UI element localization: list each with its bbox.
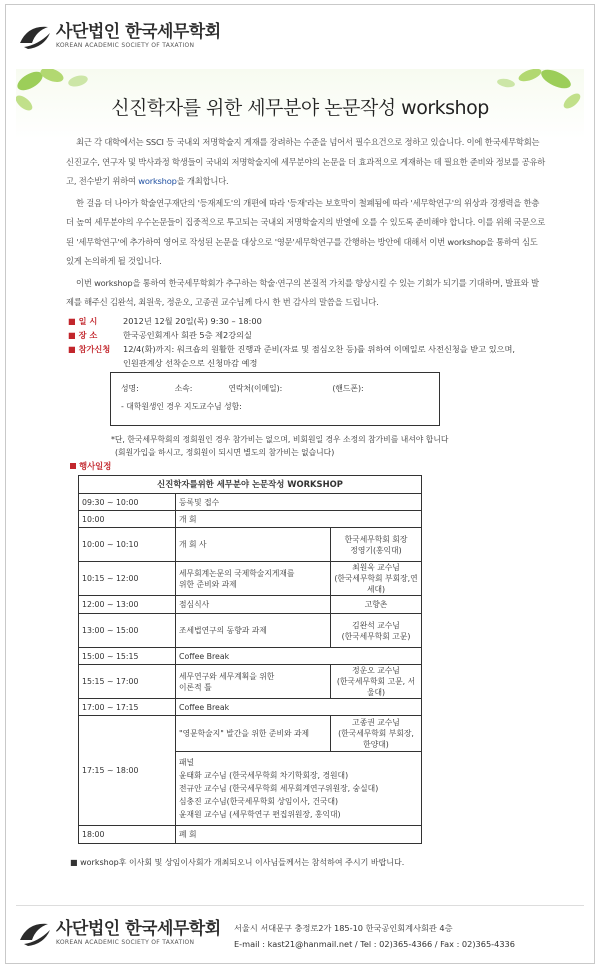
row-speaker: 고종권 교수님 (한국세무학회 부회장, 한양대) [331,716,422,752]
table-row [79,511,422,528]
page-title: 신진학자를 위한 세무분야 논문작성 workshop [111,97,489,119]
table-row [79,494,422,511]
row-time: 18:00 [79,826,176,844]
row-time: 12:00 ~ 13:00 [79,596,176,614]
row-time: 13:00 ~ 15:00 [79,614,176,648]
row-content: 개 회 사 [176,528,331,562]
intro-paragraph: 이번 workshop을 통하여 한국세무학회가 추구하는 학술·연구의 본질적 가치를 향상시킬 수 있는 기회가 되기를 기대하며, 발표와 발제를 해주신 김완석, 최원욱, 정운오, 고종권 교수님께 다시 한 번 감사의 말씀을 드립니다. [66,277,539,307]
footer-email-phone: E-mail : kast21@hanmail.net / Tel : 02)365-4366 / Fax : 02)365-4336 [234,939,515,949]
event-info [68,314,548,370]
table-row [79,614,422,648]
event-place: 한국공인회계사 회관 5층 제2강의실 [123,330,252,340]
row-time: 09:30 ~ 10:00 [79,494,176,511]
footer-contact [234,920,515,952]
table-row [79,562,422,596]
society-emblem-icon [18,918,52,948]
registration-form-box [110,372,440,426]
date-label: ■ 일 시 [68,316,98,326]
row-content: Coffee Break [176,648,422,665]
table-row [79,665,422,699]
intro-paragraph: 한 걸음 더 나아가 학술연구재단의 '등재제도'의 개편에 따라 '등재'라는 보호막이 철폐됨에 따라 '세무학연구'의 위상과 경쟁력을 한층 더 높여 세무분야의 우수논문들이 집중적으로 투고되는 국내외 저명학술지의 반열에 오를 수 있도록 준비해야 합니다. 이를 위해 국문으로 된 '세무학연구'에 추가하여 영어로 작성된 논문을 대상으로 '영문'세무학연구를 간행하는 방안에 대해서 이번 workshop을 통하여 심도 있게 논의하게 될 것입니다. [66,197,546,266]
row-time: 15:15 ~ 17:00 [79,665,176,699]
page [5,4,595,964]
row-time: 10:00 [79,511,176,528]
row-speaker: 김완석 교수님 (한국세무학회 고문) [331,614,422,648]
row-content: 개 회 [176,511,422,528]
table-row [79,826,422,844]
header-logo [18,21,221,51]
row-speaker: 최원욱 교수님 (한국세무학회 부회장,연세대) [331,562,422,596]
form-name-field: 성명: [121,384,139,393]
row-time: 17:15 ~ 18:00 [79,716,176,826]
row-content: "영문학술지" 발간을 위한 준비와 과제 [176,716,331,752]
logo-korean: 사단법인 한국세무학회 [56,21,221,42]
form-advisor-field: - 대학원생인 경우 지도교수님 성함: [121,402,242,411]
footer-address: 서울시 서대문구 충정로2가 185-10 한국공인회계사회관 4층 [234,923,453,933]
form-affiliation-field: 소속: [174,384,193,393]
place-label: ■ 장 소 [68,330,98,340]
apply-label: ■ 참가신청 [68,344,111,354]
footer-logo [18,918,221,948]
fee-note [111,433,531,459]
fee-note-line: (회원가입을 하시고, 정회원이 되시면 별도의 참가비는 없습니다) [115,448,335,457]
society-emblem-icon [18,21,52,51]
row-time: 10:15 ~ 12:00 [79,562,176,596]
apply-text-2: 인원관계상 선착순으로 신청마감 예정 [123,358,258,368]
row-speaker: 한국세무학회 회장 정영기(홍익대) [331,528,422,562]
event-date: 2012년 12월 20일(목) 9:30 – 18:00 [123,316,262,326]
row-content: 세무회계논문의 국제학술지게재를 위한 준비와 과제 [176,562,331,596]
table-row [79,699,422,716]
intro-paragraph: 최근 각 대학에서는 SSCI 등 국내외 저명학술지 게재를 장려하는 수준을 넘어서 필수요건으로 정하고 있습니다. 이에 한국세무학회는 신진교수, 연구자 및 박사과정 학생들이 국내외 저명학술지에 세무분야의 논문을 더 효과적으로 게재하는 데 필요한 준비와 정보를 공유하고, 전수받기 위하여 workshop을 개최합니다. [66,137,546,186]
schedule-label: 행사일정 [70,460,111,472]
form-phone-field: (핸드폰): [332,384,364,393]
apply-text: 12/4(화)까지: 워크숍의 원활한 진행과 준비(자료 및 점심오찬 등)를 위하여 이메일로 사전신청을 받고 있으며, [123,344,516,354]
form-contact-field: 연락처(이메일): [228,384,283,393]
row-speaker: 정운오 교수님 (한국세무학회 고문, 서울대) [331,665,422,699]
row-time: 17:00 ~ 17:15 [79,699,176,716]
logo-korean: 사단법인 한국세무학회 [56,918,221,939]
table-row [79,716,422,752]
footer-divider [16,905,584,906]
logo-english: KOREAN ACADEMIC SOCIETY OF TAXATION [56,938,195,946]
table-row [79,528,422,562]
schedule-header: 신진학자를위한 세무분야 논문작성 WORKSHOP [79,476,422,494]
row-content: 폐 회 [176,826,422,844]
row-content: 세무연구와 세무계획을 위한 이론적 틀 [176,665,331,699]
schedule-table [78,475,422,844]
table-row [79,596,422,614]
row-time: 10:00 ~ 10:10 [79,528,176,562]
row-time: 15:00 ~ 15:15 [79,648,176,665]
intro-text [66,133,546,313]
logo-english: KOREAN ACADEMIC SOCIETY OF TAXATION [56,41,195,49]
row-content: 조세법연구의 동향과 과제 [176,614,331,648]
row-speaker: 고향촌 [331,596,422,614]
row-content: 점심식사 [176,596,331,614]
square-bullet-icon [70,463,76,469]
row-content: 등록및 접수 [176,494,422,511]
fee-note-line: *단, 한국세무학회의 정회원인 경우 참가비는 없으며, 비회원일 경우 소정의 참가비를 내셔야 합니다 [111,435,449,444]
board-meeting-note: ■ workshop후 이사회 및 상임이사회가 개최되오니 이사님들께서는 참석하여 주시기 바랍니다. [70,858,405,867]
panel-list: 패널 윤태화 교수님 (한국세무학회 차기학회장, 경원대) 전규안 교수님 (한국세무학회 세무회계연구위원장, 숭실대) 심충진 교수님(한국세무학회 상임이사, 건국대) 윤재원 교수님 (세무학연구 편집위원장, 홍익대) [176,752,422,826]
workshop-highlight: workshop [138,176,177,186]
table-row [79,648,422,665]
row-content: Coffee Break [176,699,422,716]
